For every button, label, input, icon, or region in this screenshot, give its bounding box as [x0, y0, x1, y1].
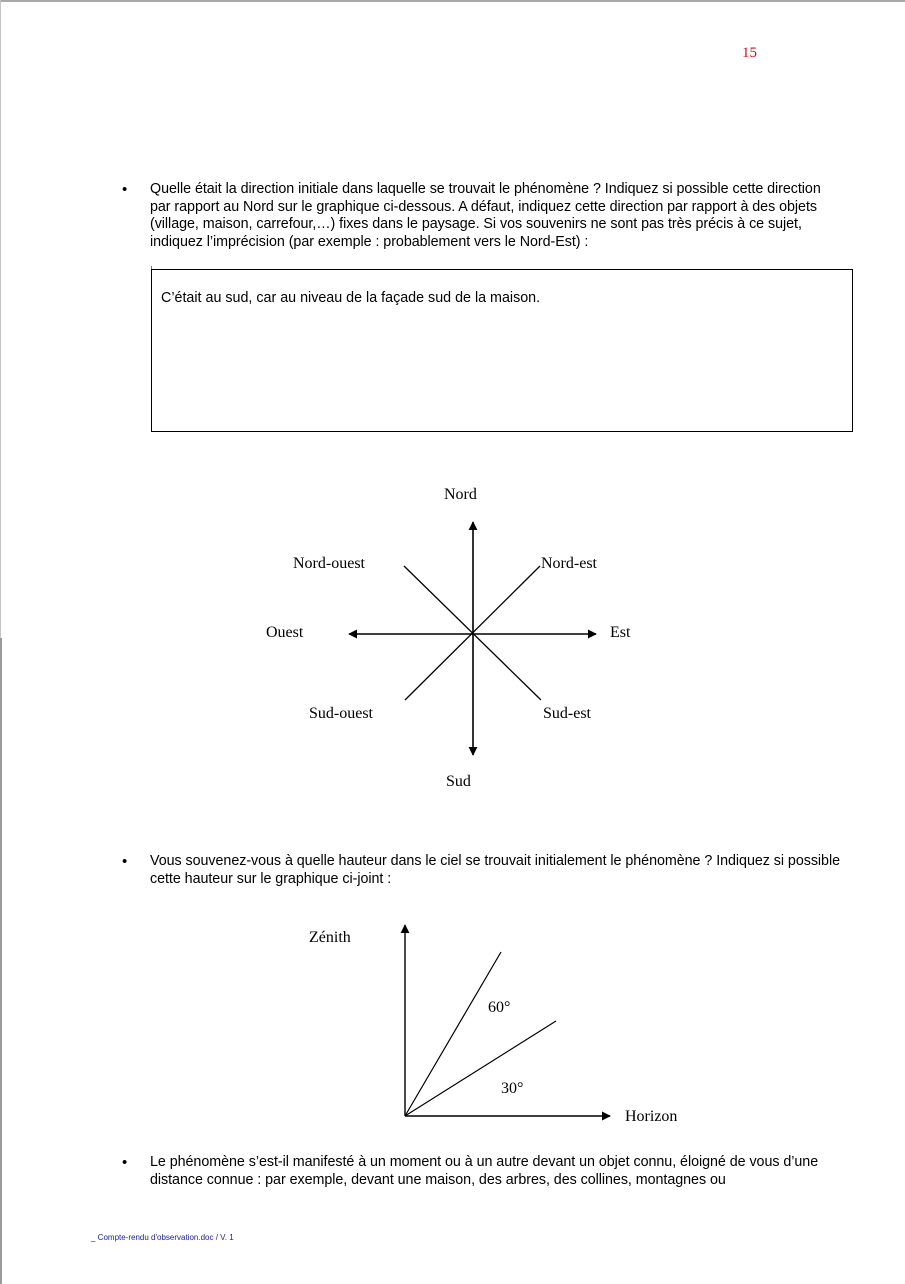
label-angle-30: 30° [501, 1080, 524, 1097]
label-southeast: Sud-est [543, 705, 591, 722]
question-known-object [122, 1154, 842, 1189]
label-south: Sud [446, 773, 471, 790]
label-west: Ouest [266, 624, 304, 641]
label-east: Est [610, 624, 631, 641]
label-northeast: Nord-est [541, 555, 597, 572]
bullet-icon: • [122, 1154, 128, 1171]
angle-line-30 [405, 1021, 556, 1116]
label-angle-60: 60° [488, 999, 511, 1016]
question-text: Quelle était la direction initiale dans laquelle se trouvait le phénomène ? Indiquez si possible cette direction par rapport au Nord sur le graphique ci-dessous. A défaut, indiquez cette direction par rapport à des objets (village, maison, carrefour,…) fixes dans le paysage. Si vos souvenirs ne sont pas très précis à ce sujet, indiquez l’imprécision (par exemple : probablement vers le Nord-Est) : [150, 181, 821, 250]
label-north: Nord [444, 486, 477, 503]
label-northwest: Nord-ouest [293, 555, 365, 572]
page-number: 15 [742, 45, 757, 61]
label-horizon: Horizon [625, 1108, 678, 1125]
label-southwest: Sud-ouest [309, 705, 373, 722]
angle-line-60 [405, 952, 501, 1116]
question-height [122, 853, 842, 888]
question-text: Le phénomène s’est-il manifesté à un moment ou à un autre devant un objet connu, éloigné de vous d’une distance connue : par exemple, devant une maison, des arbres, des collines, montagnes ou [150, 1154, 819, 1188]
bullet-icon: • [122, 853, 128, 870]
label-zenith: Zénith [309, 929, 351, 946]
elevation-diagram [0, 900, 905, 1140]
question-text: Vous souvenez-vous à quelle hauteur dans le ciel se trouvait initialement le phénomène ? Indiquez si possible cette hauteur sur le graphique ci-joint : [150, 853, 840, 887]
answer-text: C’était au sud, car au niveau de la façade sud de la maison. [161, 290, 541, 306]
bullet-icon: • [122, 181, 128, 198]
document-footer: _ Compte-rendu d'observation.doc / V. 1 [91, 1233, 234, 1242]
